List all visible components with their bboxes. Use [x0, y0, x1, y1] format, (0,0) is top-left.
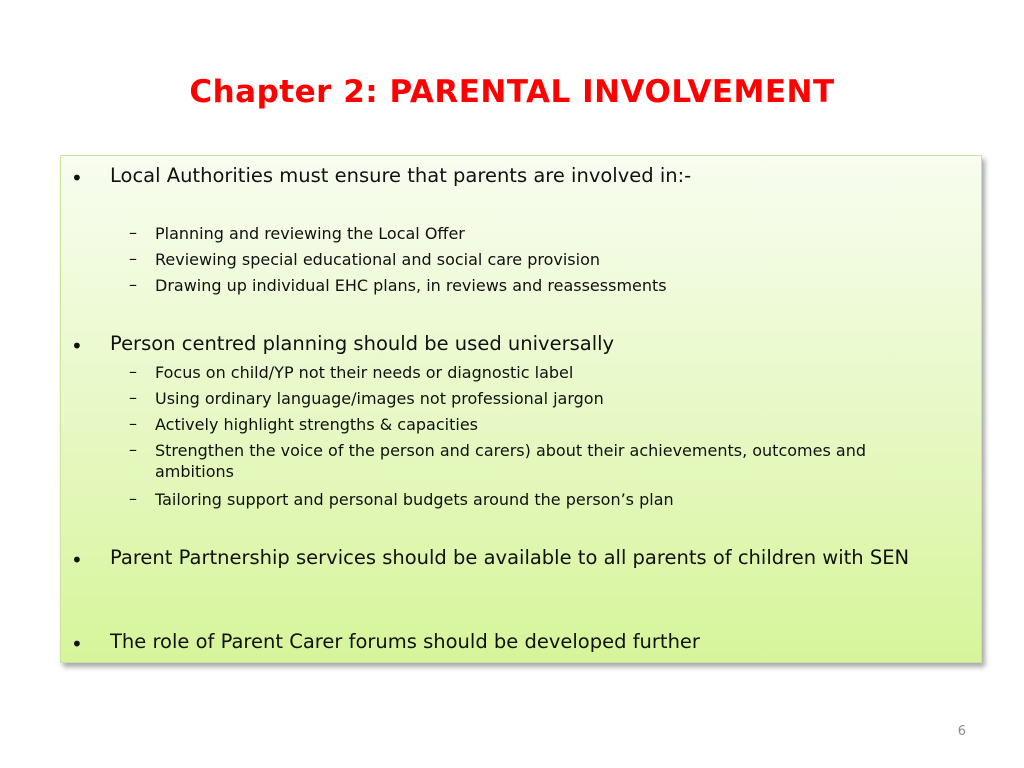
bullet-marker: • — [71, 632, 83, 656]
slide-title: Chapter 2: PARENTAL INVOLVEMENT — [189, 74, 835, 110]
bullet-3-text: Parent Partnership services should be available to all parents of children with SEN — [110, 546, 910, 569]
subitem-2-3: Actively highlight strengths & capacities — [155, 415, 478, 434]
bullet-4-text: The role of Parent Carer forums should be developed further — [110, 630, 700, 653]
dash-marker: – — [129, 275, 137, 294]
content-box — [60, 155, 982, 663]
subitem-1-1: Planning and reviewing the Local Offer — [155, 224, 465, 243]
dash-marker: – — [129, 249, 137, 268]
dash-marker: – — [129, 223, 137, 242]
dash-marker: – — [129, 362, 137, 381]
bullet-marker: • — [71, 166, 83, 190]
subitem-1-2: Reviewing special educational and social care provision — [155, 250, 600, 269]
dash-marker: – — [129, 414, 137, 433]
dash-marker: – — [129, 489, 137, 508]
page-number: 6 — [957, 724, 966, 739]
subitem-2-2: Using ordinary language/images not professional jargon — [155, 389, 604, 408]
bullet-marker: • — [71, 334, 83, 358]
subitem-2-1: Focus on child/YP not their needs or diagnostic label — [155, 363, 574, 382]
bullet-1-text: Local Authorities must ensure that parents are involved in:- — [110, 164, 692, 187]
bullet-marker: • — [71, 548, 83, 572]
subitem-2-5: Tailoring support and personal budgets around the person’s plan — [155, 490, 674, 509]
dash-marker: – — [129, 440, 137, 459]
dash-marker: – — [129, 388, 137, 407]
subitem-2-4: Strengthen the voice of the person and carers) about their achievements, outcomes and ambitions — [155, 441, 866, 481]
subitem-1-3: Drawing up individual EHC plans, in reviews and reassessments — [155, 276, 667, 295]
bullet-2-text: Person centred planning should be used universally — [110, 332, 615, 355]
